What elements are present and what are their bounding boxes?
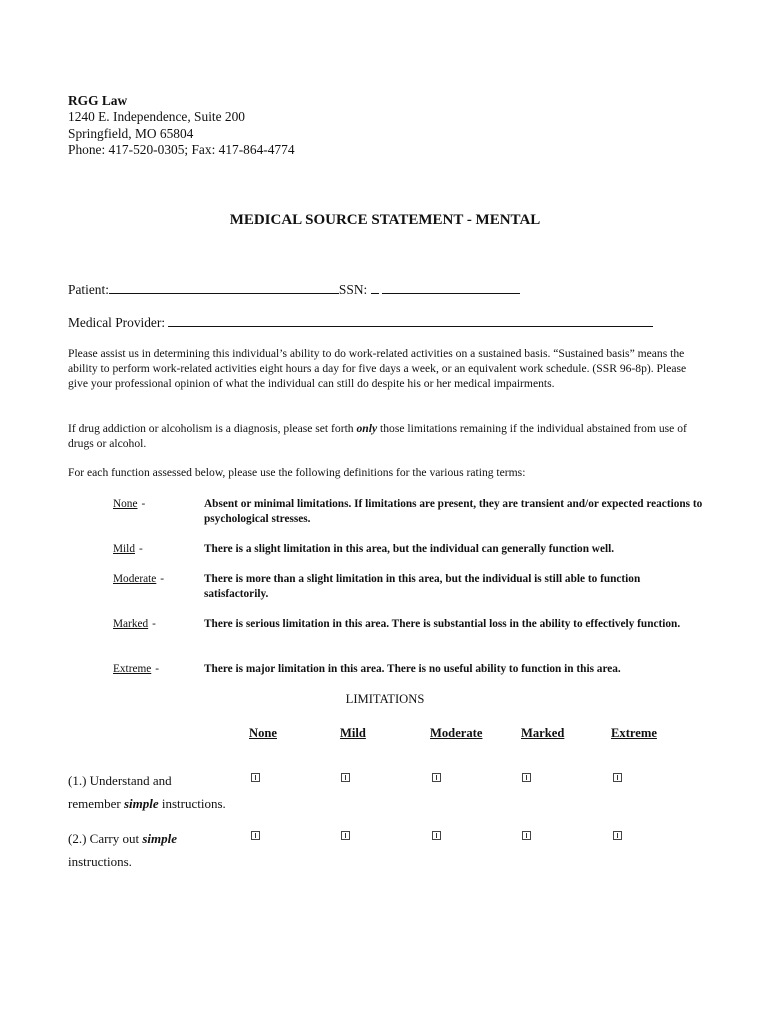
document-title: MEDICAL SOURCE STATEMENT - MENTAL [229, 212, 541, 228]
definition-text-moderate: There is more than a slight limitation in this area, but the individual is still able to function satisfactorily. [204, 573, 641, 600]
provider-label: Medical Provider: [68, 315, 166, 330]
column-header-none: None [249, 726, 277, 740]
ssn-label: SSN: [338, 282, 368, 297]
patient-label: Patient: [68, 282, 109, 297]
limitations-heading: LIMITATIONS [345, 692, 425, 706]
drug-text-before: If drug addiction or alcoholism is a diagnosis, please set forth [68, 422, 357, 435]
patient-field[interactable] [109, 281, 339, 294]
drug-text-after: those limitations remaining if the individual abstained from use of drugs or alcohol. [68, 422, 687, 450]
item-2-line1: (2.) Carry out simple [68, 831, 178, 846]
item-2-checkbox-none[interactable] [251, 831, 260, 840]
definition-term-none: None - [113, 498, 146, 510]
definition-term-moderate: Moderate - [113, 573, 165, 585]
item-1-checkbox-none[interactable] [251, 773, 260, 782]
firm-phone-fax: Phone: 417-520-0305; Fax: 417-864-4774 [68, 141, 295, 157]
ssn-field[interactable] [382, 281, 520, 294]
firm-name: RGG Law [68, 93, 128, 108]
item-2-checkbox-extreme[interactable] [613, 831, 622, 840]
patient-ssn-row [68, 281, 520, 298]
item-1-checkbox-moderate[interactable] [432, 773, 441, 782]
column-header-marked: Marked [521, 726, 565, 740]
ssn-field-prefix[interactable] [371, 281, 379, 294]
item-2-checkbox-mild[interactable] [341, 831, 350, 840]
column-header-extreme: Extreme [611, 726, 657, 740]
drug-alcohol-paragraph [68, 421, 698, 451]
item-1-checkbox-marked[interactable] [522, 773, 531, 782]
definition-text-marked: There is serious limitation in this area. There is substantial loss in the ability to effectively function. [204, 618, 681, 630]
provider-row [68, 314, 653, 331]
provider-field[interactable] [168, 314, 653, 327]
definition-term-marked: Marked - [113, 618, 156, 630]
limitation-item-1 [68, 769, 226, 815]
definition-term-extreme: Extreme - [113, 663, 160, 675]
drug-text-emphasis: only [356, 422, 378, 435]
item-2-line2: instructions. [68, 854, 132, 869]
intro-paragraph: Please assist us in determining this individual’s ability to do work-related activities on a sustained basis. “Sustained basis” means the ability to perform work-related activities eight hours a day for five days a week, or an equivalent work schedule. (SSR 96-8p). Please give your professional opinion of what the individual can still do despite his or her medical impairments. [68, 347, 687, 390]
definition-text-extreme: There is major limitation in this area. There is no useful ability to function in this area. [204, 663, 621, 675]
limitation-item-2 [68, 827, 177, 873]
item-1-line2: remember simple instructions. [68, 796, 226, 811]
definition-text-mild: There is a slight limitation in this area, but the individual can generally function well. [204, 543, 615, 555]
definition-term-mild: Mild - [113, 543, 143, 555]
item-2-checkbox-marked[interactable] [522, 831, 531, 840]
column-header-moderate: Moderate [430, 726, 483, 740]
column-header-mild: Mild [340, 726, 366, 740]
firm-address-line2: Springfield, MO 65804 [68, 125, 194, 141]
definition-text-none: Absent or minimal limitations. If limitations are present, they are transient and/or expected reactions to psychological stresses. [204, 498, 703, 525]
item-1-line1: (1.) Understand and [68, 773, 172, 788]
firm-address-line1: 1240 E. Independence, Suite 200 [68, 109, 246, 125]
item-2-checkbox-moderate[interactable] [432, 831, 441, 840]
item-1-checkbox-mild[interactable] [341, 773, 350, 782]
item-1-checkbox-extreme[interactable] [613, 773, 622, 782]
firm-letterhead [68, 93, 295, 158]
definitions-intro: For each function assessed below, please use the following definitions for the various rating terms: [68, 466, 526, 479]
